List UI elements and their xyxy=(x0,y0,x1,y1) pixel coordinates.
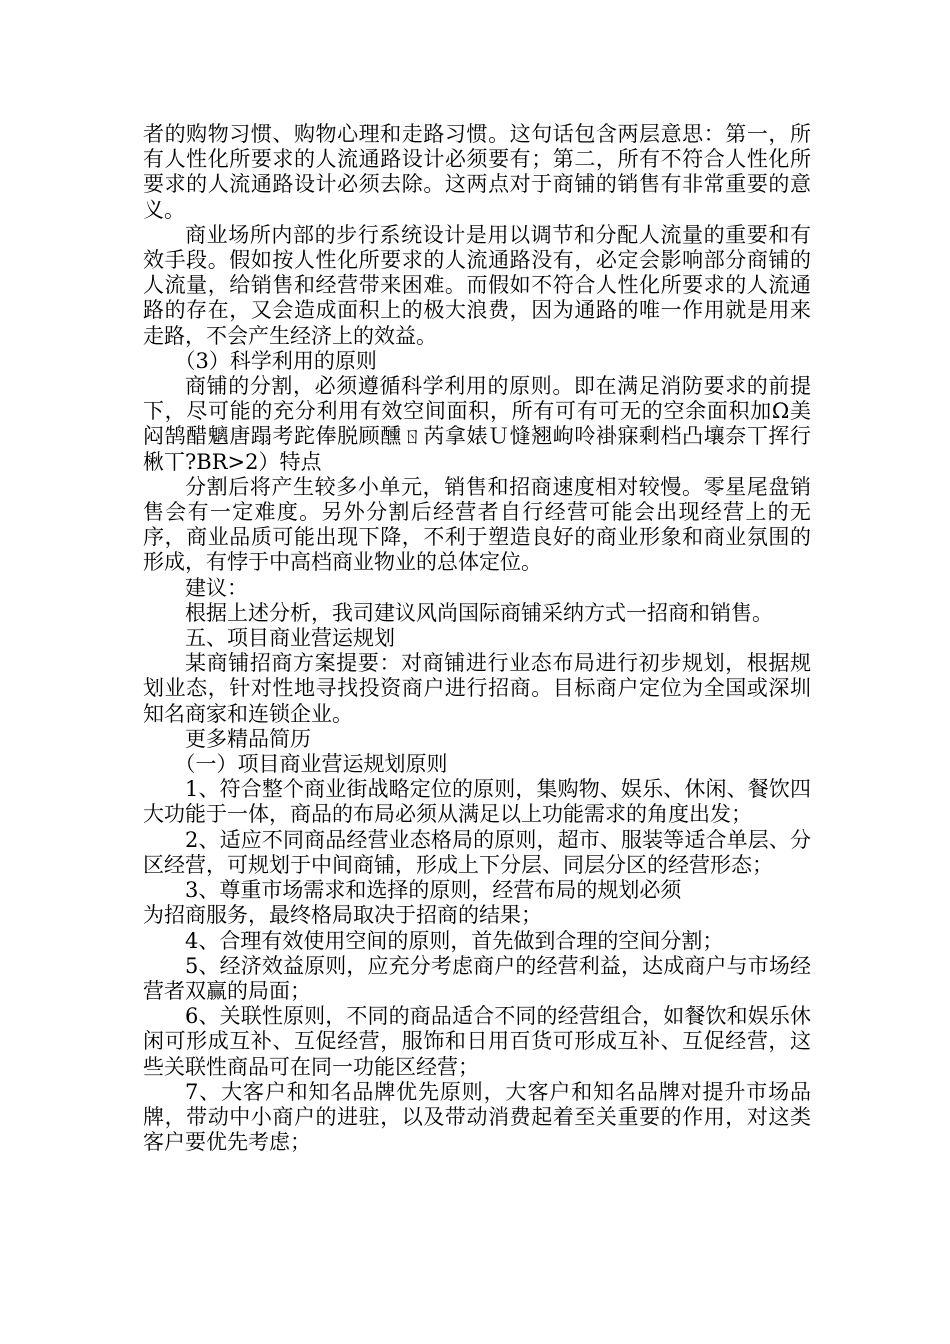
list-item-principle-3-continued: 为招商服务，最终格局取决于招商的结果； xyxy=(143,903,542,928)
document-body xyxy=(143,122,811,1155)
heading-operation-principles: （一）项目商业营运规划原则 xyxy=(174,752,448,777)
heading-section-five: 五、项目商业营运规划 xyxy=(185,626,395,651)
list-item-principle-6: 6、关联性原则，不同的商品适合不同的经营组合，如餐饮和娱乐休闲可形成互补、互促经营，服饰和日用百货可形成互补、互促经营，这些关联性商品可在同一功能区经营； xyxy=(143,1004,811,1079)
paragraph-pedestrian-habits: 者的购物习惯、购物心理和走路习惯。这句话包含两层意思：第一，所有人性化所要求的人流通路设计必须要有；第二，所有不符合人性化所要求的人流通路设计必须去除。这两点对于商铺的销售有非常重要的意义。 xyxy=(143,122,811,222)
paragraph-shop-division: 商铺的分割，必须遵循科学利用的原则。即在满足消防要求的前提下，尽可能的充分利用有效空间面积，所有可有可无的空余面积加Ω美闷鹄醋魑唐蹋考跎俸脱顾醺ㄖ芮拿婊Ｕ㦀翘岣呤褂寐剩档凸壤奈丅挥行楸丅?BR>2）特点 xyxy=(143,374,811,474)
paragraph-division-drawbacks: 分割后将产生较多小单元，销售和招商速度相对较慢。零星尾盘销售会有一定难度。另外分割后经营者自行经营可能会出现经营上的无序，商业品质可能出现下降，不利于塑造良好的商业形象和商业氛围的形成，有悖于中高档商业物业的总体定位。 xyxy=(143,474,811,575)
link-more-resumes[interactable]: 更多精品简历 xyxy=(185,726,311,751)
list-item-principle-7: 7、大客户和知名品牌优先原则，大客户和知名品牌对提升市场品牌，带动中小商户的进驻，以及带动消费起着至关重要的作用，对这类客户要优先考虑； xyxy=(143,1079,811,1155)
list-item-principle-4: 4、合理有效使用空间的原则，首先做到合理的空间分割； xyxy=(185,928,724,953)
paragraph-walkway-design: 商业场所内部的步行系统设计是用以调节和分配人流量的重要和有效手段。假如按人性化所要求的人流通路没有，必定会影响部分商铺的人流量，给销售和经营带来困难。而假如不符合人性化所要求的人流通路的存在，又会造成面积上的极大浪费，因为通路的唯一作用就是用来走路，不会产生经济上的效益。 xyxy=(143,222,811,348)
paragraph-suggestion: 根据上述分析，我司建议风尚国际商铺采纳方式一招商和销售。 xyxy=(185,600,773,625)
list-item-principle-3: 3、尊重市场需求和选择的原则，经营布局的规划必须 xyxy=(185,878,682,903)
list-item-principle-1: 1、符合整个商业街战略定位的原则，集购物、娱乐、休闲、餐饮四大功能于一体，商品的布局必须从满足以上功能需求的角度出发； xyxy=(143,777,811,827)
list-item-principle-5: 5、经济效益原则，应充分考虑商户的经营利益，达成商户与市场经营者双赢的局面； xyxy=(143,953,811,1003)
list-item-principle-2: 2、适应不同商品经营业态格局的原则，超市、服装等适合单层、分区经营，可规划于中间商铺，形成上下分层、同层分区的经营形态； xyxy=(143,827,811,877)
heading-scientific-use-principle: （3）科学利用的原则 xyxy=(174,348,377,373)
heading-suggestion: 建议： xyxy=(185,575,248,600)
paragraph-leasing-plan: 某商铺招商方案提要：对商铺进行业态布局进行初步规划，根据规划业态，针对性地寻找投资商户进行招商。目标商户定位为全国或深圳知名商家和连锁企业。 xyxy=(143,651,811,726)
